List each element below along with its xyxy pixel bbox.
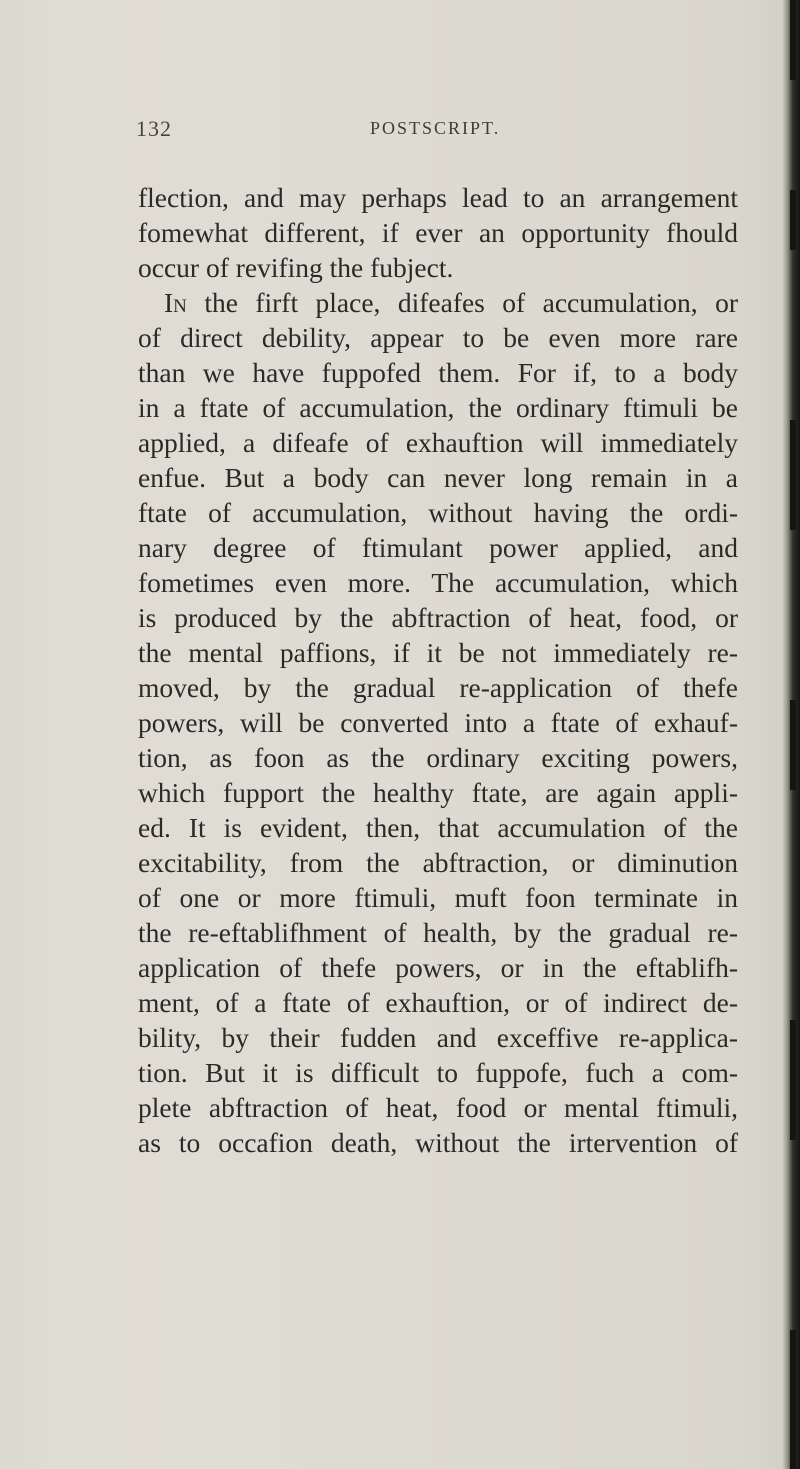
spine-mark bbox=[790, 0, 796, 80]
text-line: excitability, from the abftraction, or diminution bbox=[138, 847, 738, 878]
text-line: tion, as foon as the ordinary exciting powers, bbox=[138, 742, 738, 773]
body-text bbox=[138, 180, 738, 1160]
text-line: flection, and may perhaps lead to an arrangement bbox=[138, 182, 738, 213]
text-line: is produced by the abftraction of heat, food, or bbox=[138, 602, 738, 633]
text-line: application of thefe powers, or in the eftablifh- bbox=[138, 952, 738, 983]
text-line: of one or more ftimuli, muft foon terminate in bbox=[138, 882, 738, 913]
text-line: tion. But it is difficult to fuppofe, fuch a com- bbox=[138, 1057, 738, 1088]
text-line: applied, a difeafe of exhauftion will immediately bbox=[138, 427, 738, 458]
text-line: ment, of a ftate of exhauftion, or of indirect de- bbox=[138, 987, 738, 1018]
text-line-rest: the firft place, difeafes of accumulation, or bbox=[204, 287, 738, 318]
page-header bbox=[0, 108, 800, 148]
text-line: enfue. But a body can never long remain in a bbox=[138, 462, 738, 493]
text-line: in a ftate of accumulation, the ordinary ftimuli be bbox=[138, 392, 738, 423]
page-number: 132 bbox=[136, 116, 172, 141]
spine-mark bbox=[790, 1330, 796, 1469]
text-line: powers, will be converted into a ftate of exhauf- bbox=[138, 707, 738, 738]
spine-mark bbox=[790, 420, 796, 530]
text-line: moved, by the gradual re-application of thefe bbox=[138, 672, 738, 703]
text-line: which fupport the healthy ftate, are again appli- bbox=[138, 777, 738, 808]
running-head: POSTSCRIPT. bbox=[370, 118, 501, 138]
book-spine-shadow bbox=[782, 0, 800, 1469]
text-line: fomewhat different, if ever an opportunity fhould bbox=[138, 217, 738, 248]
paragraph-lead-word: In bbox=[164, 287, 187, 318]
text-line: of direct debility, appear to be even more rare bbox=[138, 322, 738, 353]
spine-mark bbox=[790, 190, 796, 250]
text-line: ed. It is evident, then, that accumulation of the bbox=[138, 812, 738, 843]
spine-mark bbox=[790, 1020, 796, 1140]
text-line: nary degree of ftimulant power applied, and bbox=[138, 532, 738, 563]
text-line: as to occafion death, without the irtervention of bbox=[138, 1127, 738, 1158]
text-line: bility, by their fudden and exceffive re-applica- bbox=[138, 1022, 738, 1053]
text-line: ftate of accumulation, without having the ordi- bbox=[138, 497, 738, 528]
text-line: plete abftraction of heat, food or mental ftimuli, bbox=[138, 1092, 738, 1123]
paragraph-first-line bbox=[138, 285, 738, 320]
text-line: than we have fuppofed them. For if, to a body bbox=[138, 357, 738, 388]
spine-mark bbox=[790, 700, 796, 790]
text-line: the mental paffions, if it be not immediately re- bbox=[138, 637, 738, 668]
text-line: occur of revifing the fubject. bbox=[138, 252, 454, 283]
text-line: fometimes even more. The accumulation, which bbox=[138, 567, 738, 598]
text-line: the re-eftablifhment of health, by the gradual re- bbox=[138, 917, 738, 948]
